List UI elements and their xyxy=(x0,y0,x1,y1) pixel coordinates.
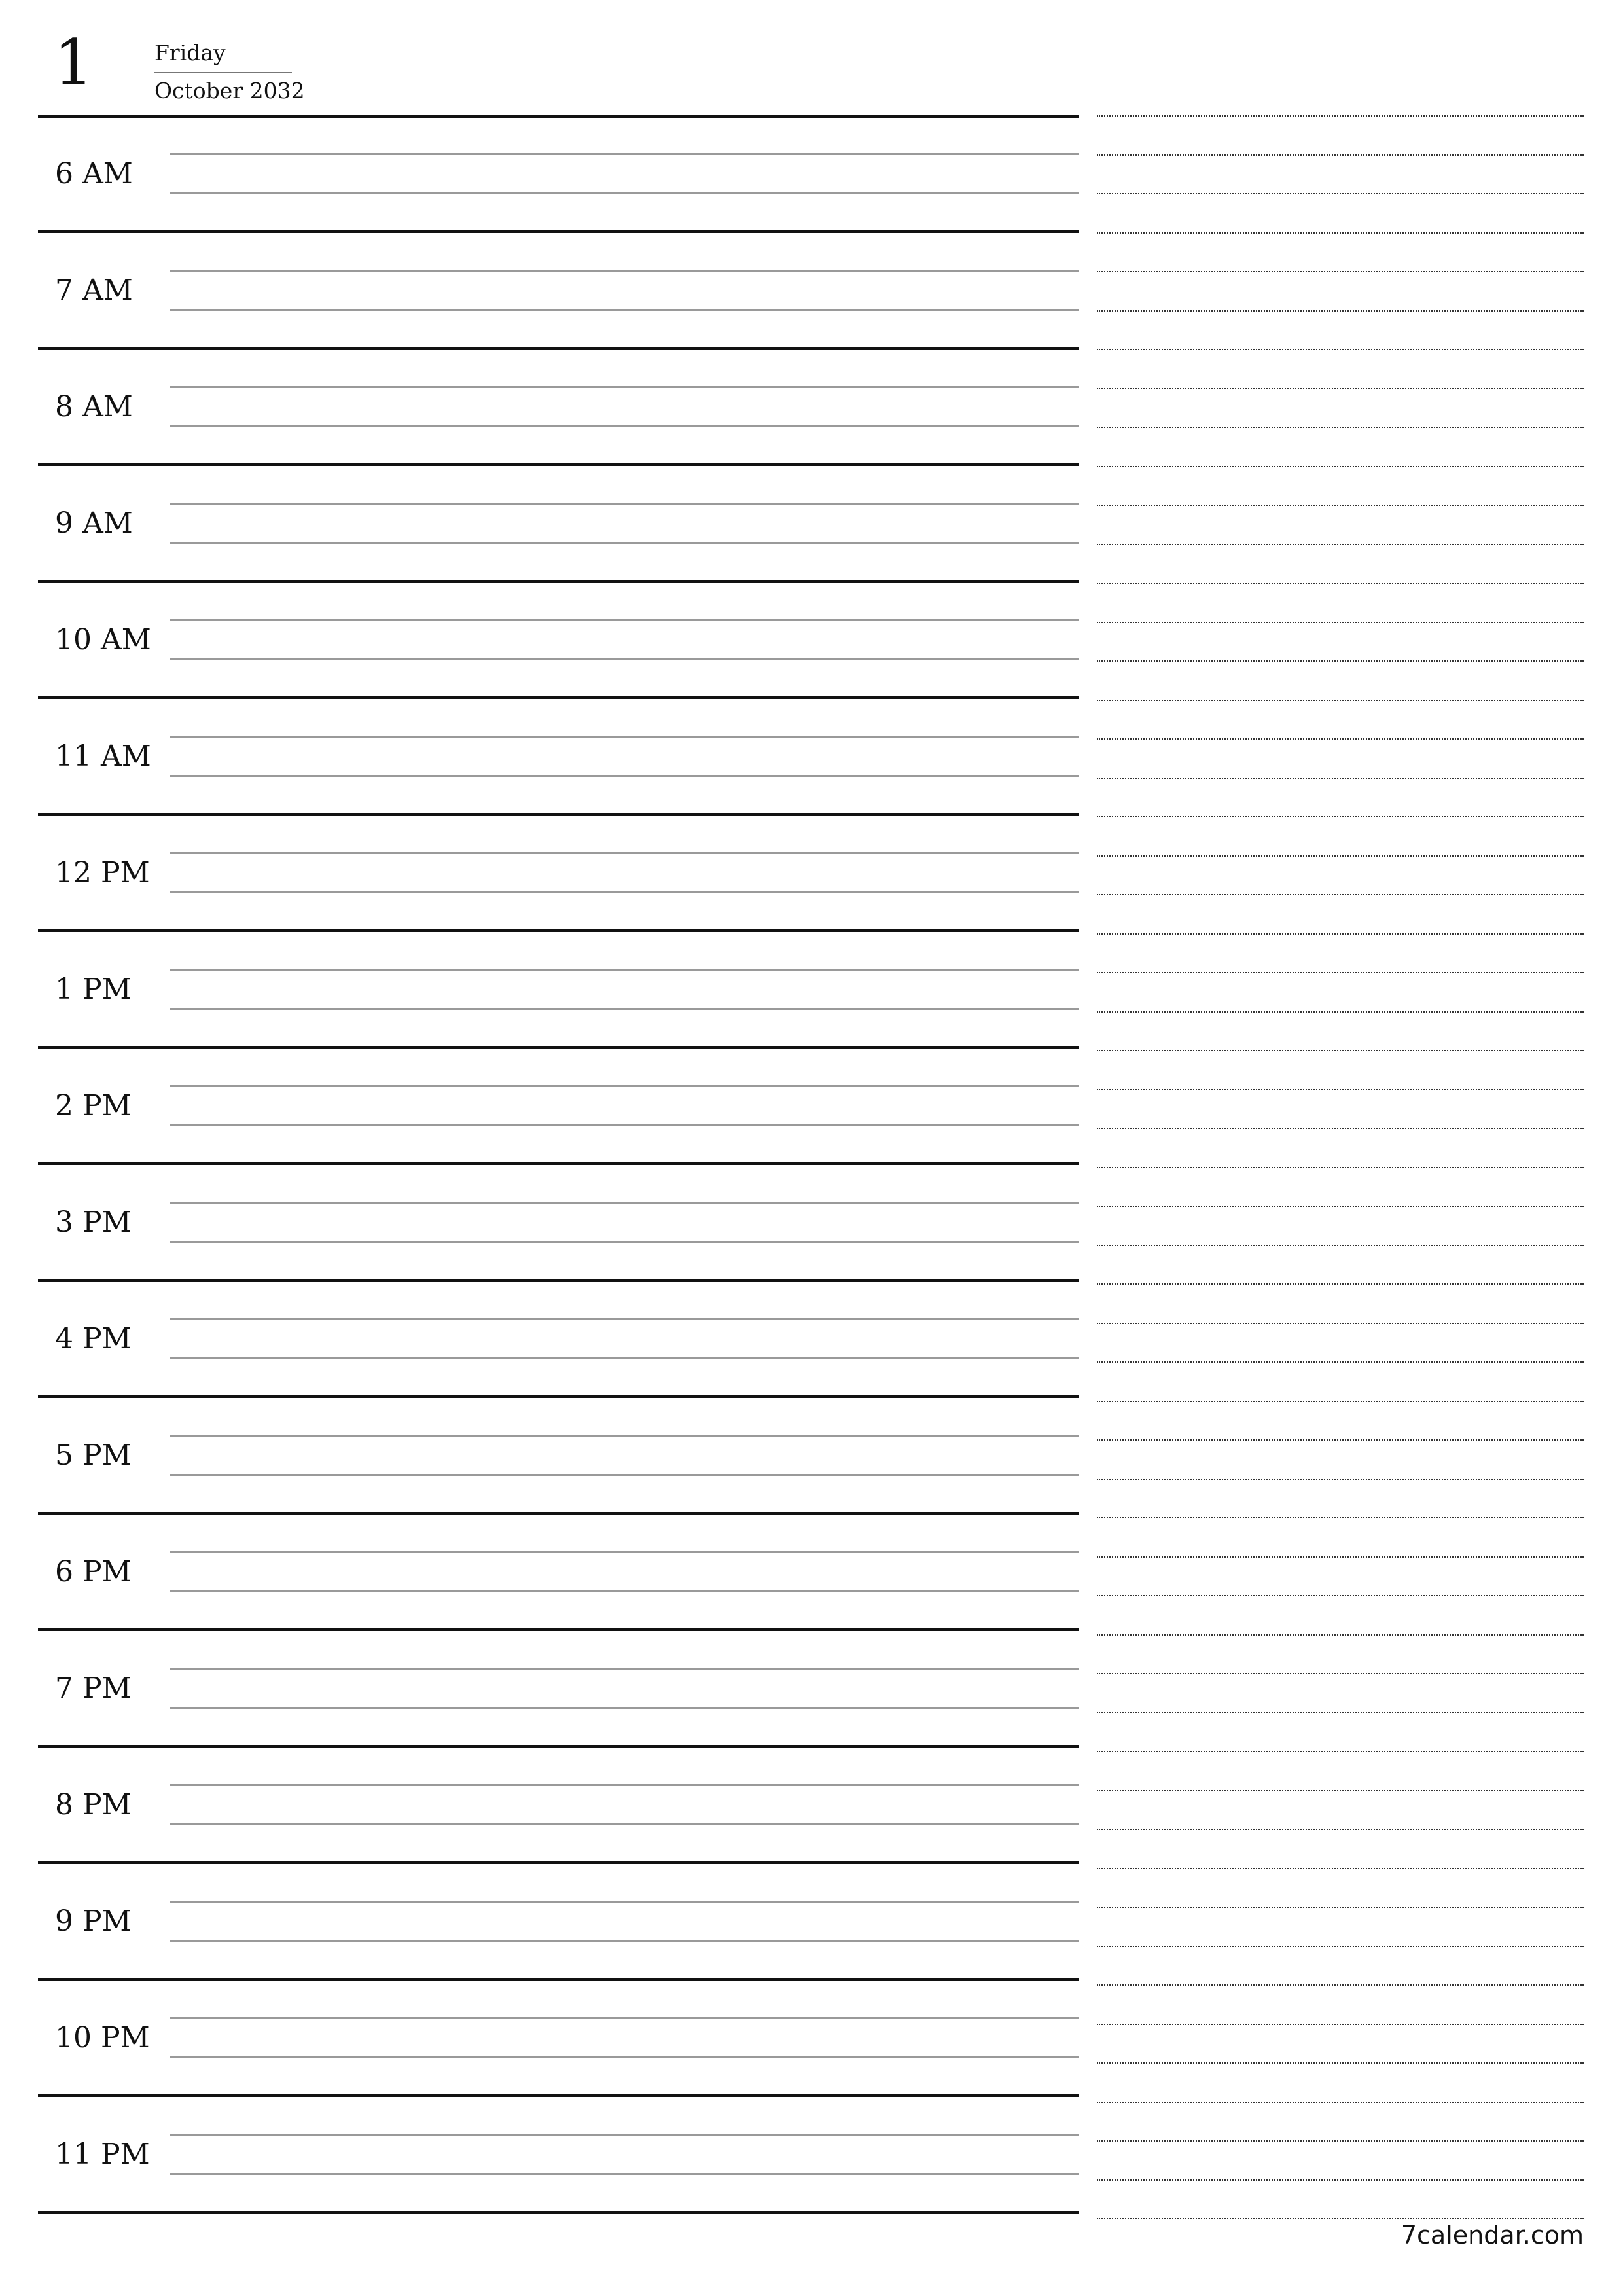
hour-row xyxy=(38,117,1079,233)
note-line[interactable] xyxy=(1097,855,1584,895)
page-header xyxy=(0,0,1623,118)
note-line[interactable] xyxy=(1097,2179,1584,2219)
note-line[interactable] xyxy=(1097,349,1584,388)
hour-row xyxy=(38,1981,1079,2097)
writing-line[interactable] xyxy=(170,425,1079,427)
hour-row xyxy=(38,699,1079,816)
writing-line[interactable] xyxy=(170,1551,1079,1553)
note-line[interactable] xyxy=(1097,1556,1584,1596)
note-line[interactable] xyxy=(1097,1673,1584,1712)
note-line[interactable] xyxy=(1097,310,1584,350)
writing-line[interactable] xyxy=(170,1823,1079,1825)
note-line[interactable] xyxy=(1097,1712,1584,1751)
writing-line[interactable] xyxy=(170,1784,1079,1786)
note-line[interactable] xyxy=(1097,1868,1584,1907)
note-line[interactable] xyxy=(1097,933,1584,973)
note-line[interactable] xyxy=(1097,738,1584,778)
hour-label: 4 PM xyxy=(55,1322,132,1355)
hour-row xyxy=(38,466,1079,583)
note-line[interactable] xyxy=(1097,972,1584,1011)
writing-line[interactable] xyxy=(170,1357,1079,1359)
hour-label: 3 PM xyxy=(55,1206,132,1239)
weekday-label: Friday xyxy=(154,40,226,65)
hour-row xyxy=(38,350,1079,466)
note-line[interactable] xyxy=(1097,2024,1584,2063)
note-line[interactable] xyxy=(1097,2140,1584,2179)
writing-line[interactable] xyxy=(170,2134,1079,2136)
hour-label: 11 PM xyxy=(55,2138,150,2171)
hour-row xyxy=(38,1398,1079,1515)
writing-line[interactable] xyxy=(170,1474,1079,1476)
writing-line[interactable] xyxy=(170,775,1079,777)
note-line[interactable] xyxy=(1097,1401,1584,1440)
note-line[interactable] xyxy=(1097,583,1584,622)
writing-line[interactable] xyxy=(170,969,1079,971)
note-line[interactable] xyxy=(1097,700,1584,739)
hour-row xyxy=(38,1515,1079,1631)
hour-row xyxy=(38,1864,1079,1981)
note-line[interactable] xyxy=(1097,1128,1584,1167)
hour-label: 10 AM xyxy=(55,623,151,656)
hour-row xyxy=(38,2097,1079,2214)
month-year-label: October 2032 xyxy=(154,78,305,103)
note-line[interactable] xyxy=(1097,115,1584,154)
note-line[interactable] xyxy=(1097,232,1584,272)
hourly-schedule xyxy=(38,117,1079,2214)
hour-label: 8 PM xyxy=(55,1788,132,1821)
writing-line[interactable] xyxy=(170,1085,1079,1087)
hour-label: 2 PM xyxy=(55,1089,132,1122)
writing-line[interactable] xyxy=(170,1940,1079,1942)
note-line[interactable] xyxy=(1097,1790,1584,1829)
hour-row xyxy=(38,233,1079,350)
hour-label: 7 AM xyxy=(55,274,133,307)
writing-line[interactable] xyxy=(170,658,1079,660)
note-line[interactable] xyxy=(1097,466,1584,505)
writing-line[interactable] xyxy=(170,891,1079,893)
note-line[interactable] xyxy=(1097,2102,1584,2141)
writing-line[interactable] xyxy=(170,1202,1079,1204)
hour-label: 8 AM xyxy=(55,390,133,423)
writing-line[interactable] xyxy=(170,2056,1079,2058)
note-line[interactable] xyxy=(1097,388,1584,427)
hour-label: 9 AM xyxy=(55,507,133,540)
note-line[interactable] xyxy=(1097,1283,1584,1323)
hour-label: 7 PM xyxy=(55,1672,132,1705)
hour-label: 9 PM xyxy=(55,1905,132,1938)
hour-row xyxy=(38,1631,1079,1748)
writing-line[interactable] xyxy=(170,503,1079,505)
note-line[interactable] xyxy=(1097,622,1584,661)
writing-line[interactable] xyxy=(170,1241,1079,1243)
note-line[interactable] xyxy=(1097,1439,1584,1479)
footer-site-link[interactable]: 7calendar.com xyxy=(1400,2221,1584,2250)
note-line[interactable] xyxy=(1097,1829,1584,1868)
note-line[interactable] xyxy=(1097,1089,1584,1128)
writing-line[interactable] xyxy=(170,309,1079,311)
hour-label: 5 PM xyxy=(55,1439,132,1472)
note-line[interactable] xyxy=(1097,2062,1584,2102)
header-divider xyxy=(154,72,292,73)
hour-row xyxy=(38,1165,1079,1282)
note-line[interactable] xyxy=(1097,1323,1584,1362)
hour-row xyxy=(38,816,1079,932)
note-line[interactable] xyxy=(1097,1517,1584,1556)
hour-row xyxy=(38,932,1079,1049)
day-number: 1 xyxy=(54,26,94,99)
writing-line[interactable] xyxy=(170,1668,1079,1670)
writing-line[interactable] xyxy=(170,386,1079,388)
hour-row xyxy=(38,1049,1079,1165)
note-line[interactable] xyxy=(1097,1984,1584,2024)
note-line[interactable] xyxy=(1097,427,1584,466)
hour-row xyxy=(38,583,1079,699)
notes-column xyxy=(1097,115,1584,2257)
hour-label: 12 PM xyxy=(55,856,150,889)
note-line[interactable] xyxy=(1097,1206,1584,1245)
writing-line[interactable] xyxy=(170,1435,1079,1437)
writing-line[interactable] xyxy=(170,619,1079,621)
note-line[interactable] xyxy=(1097,660,1584,700)
note-line[interactable] xyxy=(1097,1595,1584,1634)
note-line[interactable] xyxy=(1097,1050,1584,1089)
writing-line[interactable] xyxy=(170,1590,1079,1592)
note-line[interactable] xyxy=(1097,1245,1584,1284)
writing-line[interactable] xyxy=(170,2173,1079,2175)
writing-line[interactable] xyxy=(170,1008,1079,1010)
note-line[interactable] xyxy=(1097,1479,1584,1518)
hour-label: 1 PM xyxy=(55,973,132,1006)
writing-line[interactable] xyxy=(170,736,1079,738)
writing-line[interactable] xyxy=(170,2017,1079,2019)
note-line[interactable] xyxy=(1097,1011,1584,1050)
hour-label: 6 PM xyxy=(55,1555,132,1588)
note-line[interactable] xyxy=(1097,505,1584,544)
note-line[interactable] xyxy=(1097,894,1584,933)
hour-label: 10 PM xyxy=(55,2021,150,2054)
note-line[interactable] xyxy=(1097,1751,1584,1790)
writing-line[interactable] xyxy=(170,1318,1079,1320)
note-line[interactable] xyxy=(1097,193,1584,232)
note-line[interactable] xyxy=(1097,271,1584,310)
hour-row xyxy=(38,1748,1079,1864)
note-line[interactable] xyxy=(1097,816,1584,855)
note-line[interactable] xyxy=(1097,544,1584,583)
hour-label: 6 AM xyxy=(55,157,133,190)
note-line[interactable] xyxy=(1097,1167,1584,1206)
writing-line[interactable] xyxy=(170,1124,1079,1126)
hour-row xyxy=(38,1282,1079,1398)
note-line[interactable] xyxy=(1097,1946,1584,1985)
note-line[interactable] xyxy=(1097,778,1584,817)
note-line[interactable] xyxy=(1097,154,1584,194)
writing-line[interactable] xyxy=(170,1707,1079,1709)
writing-line[interactable] xyxy=(170,153,1079,155)
writing-line[interactable] xyxy=(170,270,1079,272)
writing-line[interactable] xyxy=(170,852,1079,854)
note-line[interactable] xyxy=(1097,1907,1584,1946)
note-line[interactable] xyxy=(1097,1361,1584,1401)
hour-label: 11 AM xyxy=(55,740,151,773)
writing-line[interactable] xyxy=(170,1901,1079,1903)
writing-line[interactable] xyxy=(170,542,1079,544)
note-line[interactable] xyxy=(1097,1634,1584,1674)
writing-line[interactable] xyxy=(170,192,1079,194)
